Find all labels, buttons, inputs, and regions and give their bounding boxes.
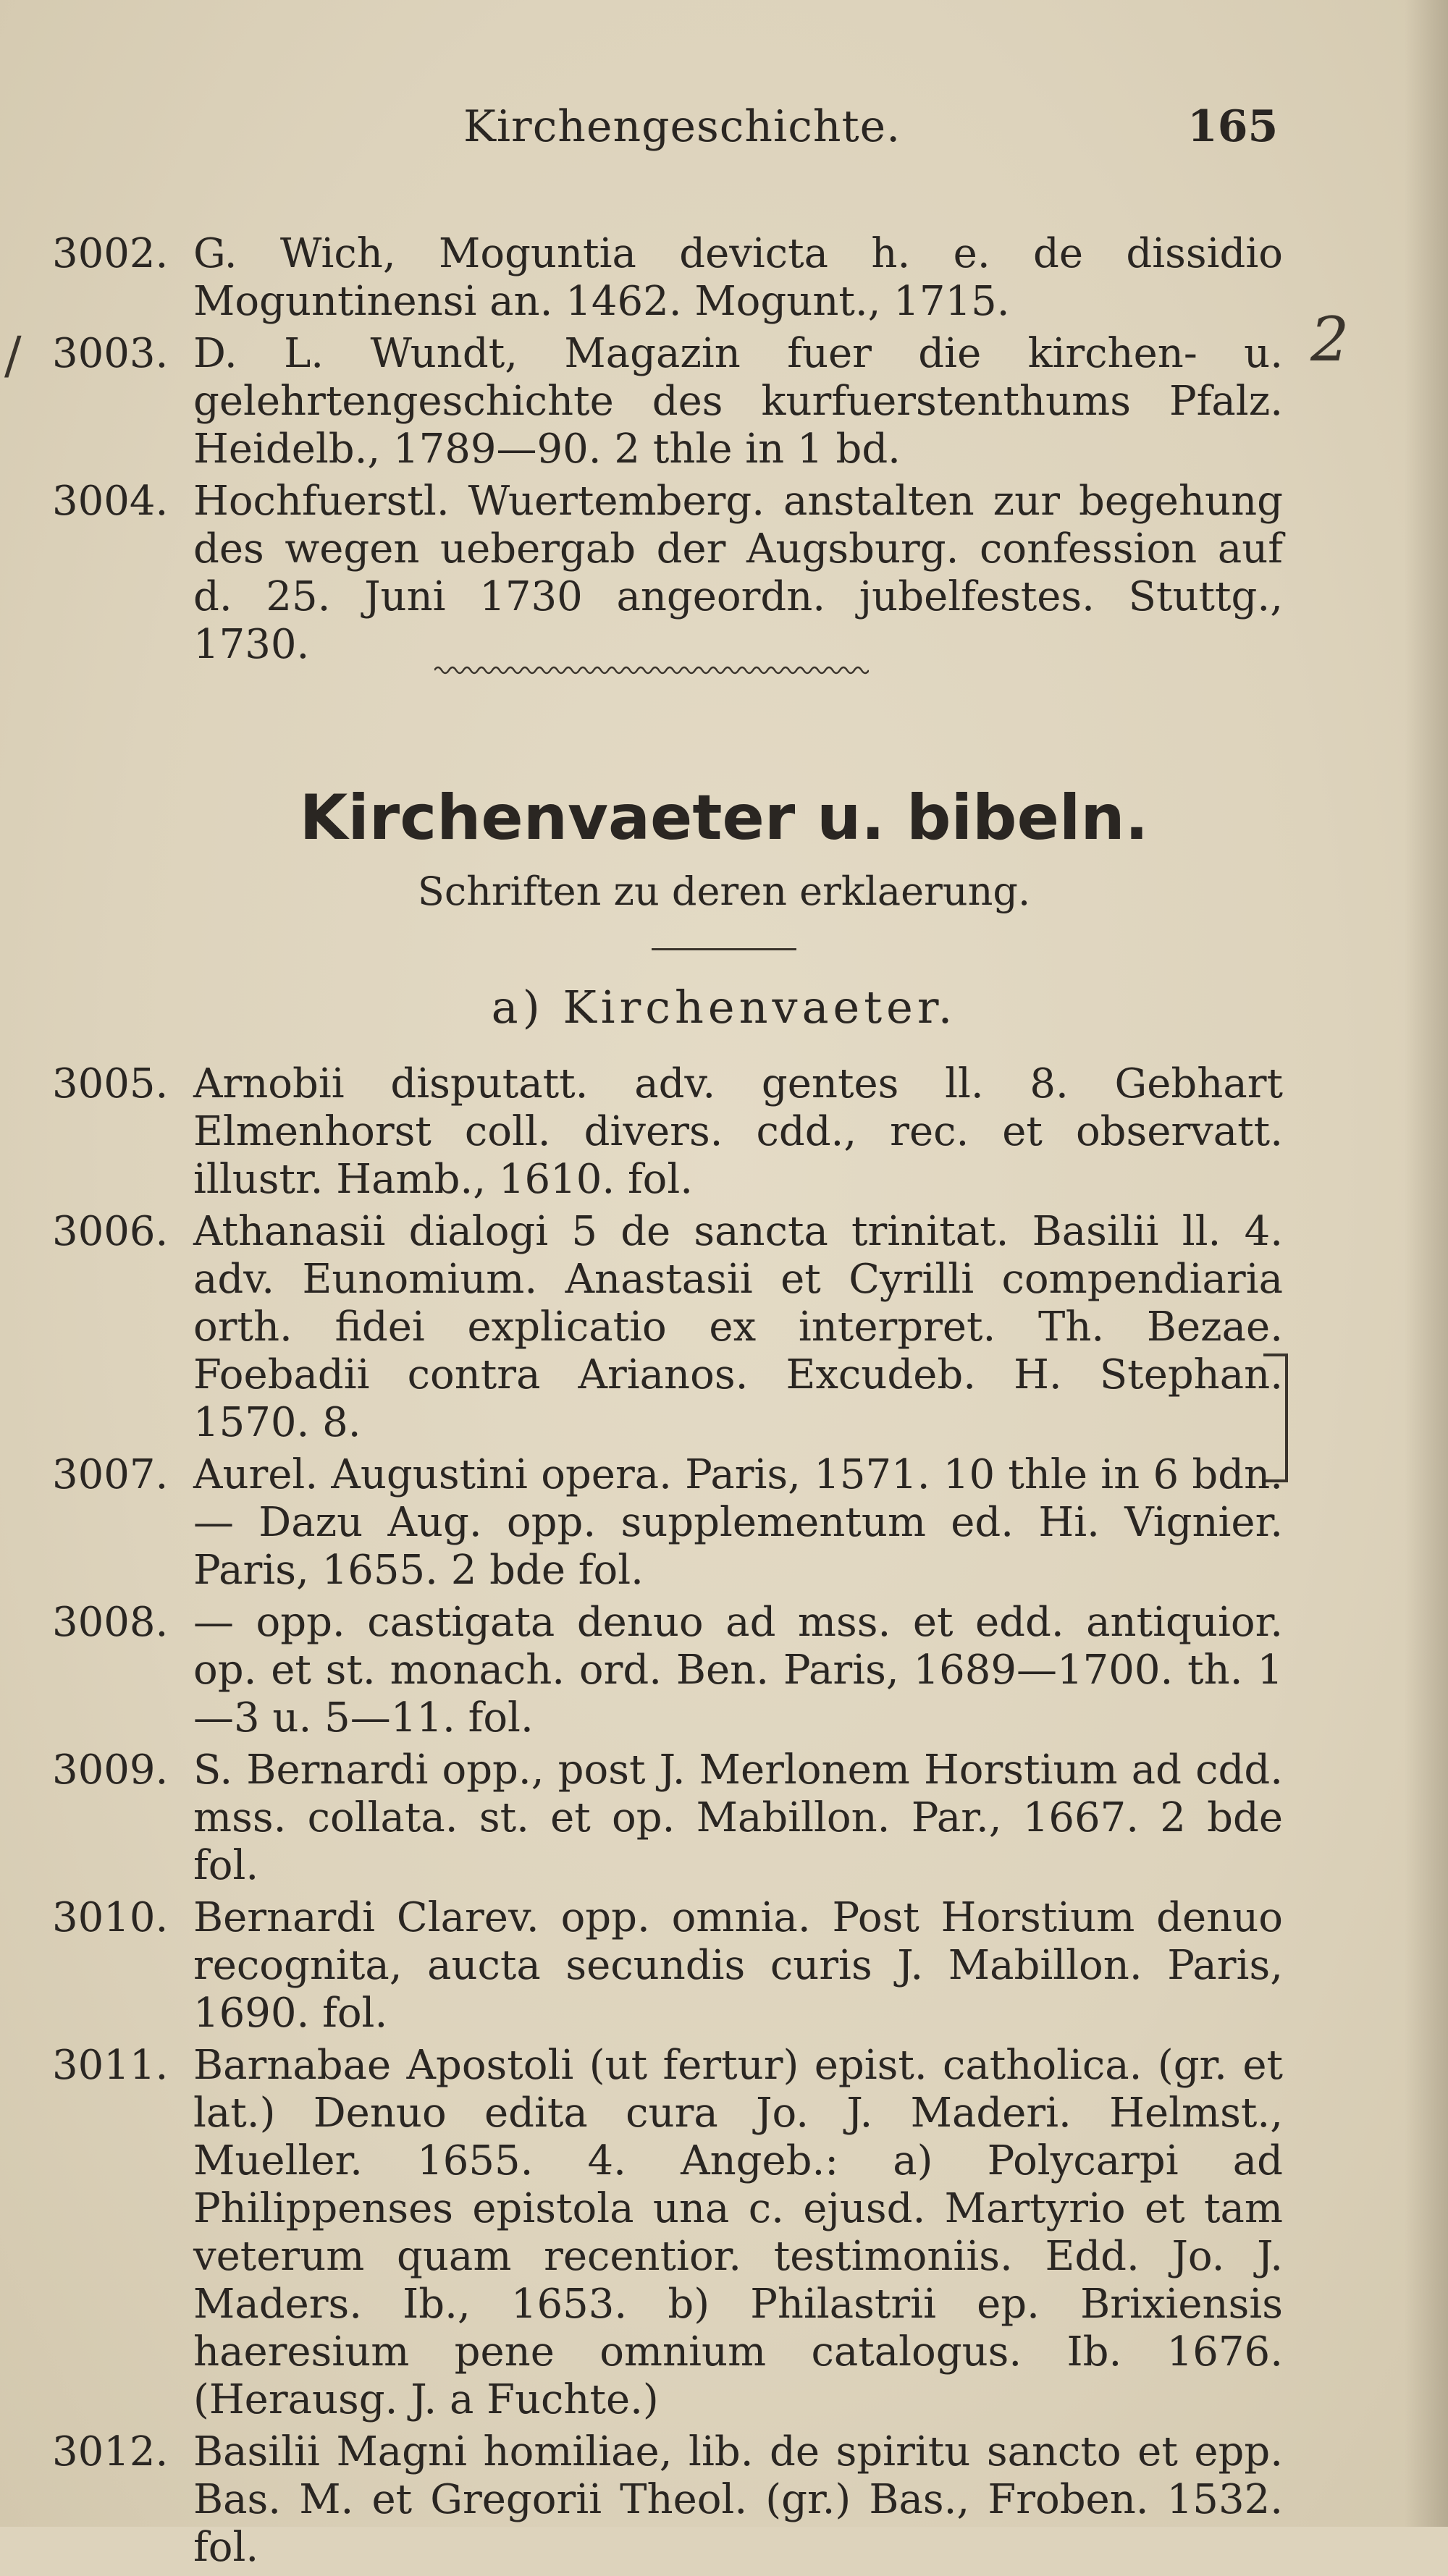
catalog-entry	[52, 1060, 1283, 1204]
entry-number: 3004.	[52, 478, 169, 525]
entry-number: 3003.	[52, 330, 169, 377]
entry-number: 3010.	[52, 1894, 169, 1941]
entry-text: Aurel. Augustini opera. Paris, 1571. 10 thle in 6 bdn. — Dazu Aug. opp. supplementum ed. Hi. Vignier. Paris, 1655. 2 bde fol.	[193, 1451, 1283, 1594]
entry-number: 3011.	[52, 2042, 169, 2089]
page-edge-shadow	[1405, 0, 1448, 2527]
handwritten-check-mark: /	[4, 326, 22, 385]
entry-text: — opp. castigata denuo ad mss. et edd. antiquior. op. et st. monach. ord. Ben. Paris, 1689—1700. th. 1—3 u. 5—11. fol.	[193, 1599, 1283, 1741]
entry-number: 3012.	[52, 2428, 169, 2475]
entry-number: 3007.	[52, 1451, 169, 1498]
entries-main	[52, 1060, 1283, 2576]
catalog-entry	[52, 1451, 1283, 1595]
entry-text: Barnabae Apostoli (ut fertur) epist. catholica. (gr. et lat.) Denuo edita cura Jo. J. Maderi. Helmst., Mueller. 1655. 4. Angeb.: a) Polycarpi ad Philippenses epistola una c. ejusd. Martyrio et tam veterum quam recentior. testimoniis. Edd. Jo. J. Maders. Ib., 1653. b) Philastrii ep. Brixiensis haeresium pene omnium catalogus. Ib. 1676. (Herausg. J. a Fuchte.)	[193, 2042, 1283, 2423]
entry-text: D. L. Wundt, Magazin fuer die kirchen- u. gelehrtengeschichte des kurfuerstenthums Pfalz. Heidelb., 1789—90. 2 thle in 1 bd.	[193, 330, 1283, 473]
entry-number: 3005.	[52, 1060, 169, 1107]
entry-text: Bernardi Clarev. opp. omnia. Post Horstium denuo recognita, aucta secundis curis J. Mabillon. Paris, 1690. fol.	[193, 1894, 1283, 2037]
entry-text: G. Wich, Moguntia devicta h. e. de dissidio Moguntinensi an. 1462. Mogunt., 1715.	[193, 230, 1283, 325]
entry-number: 3009.	[52, 1747, 169, 1794]
running-header	[0, 101, 1448, 159]
handwritten-margin-note: 2	[1310, 304, 1350, 375]
subsection-heading: a) Kirchenvaeter.	[491, 981, 957, 1034]
page-number: 165	[1187, 101, 1279, 152]
entry-text: Arnobii disputatt. adv. gentes ll. 8. Gebhart Elmenhorst coll. divers. cdd., rec. et observatt. illustr. Hamb., 1610. fol.	[193, 1060, 1283, 1203]
section-title: Kirchenvaeter u. bibeln.	[299, 782, 1149, 854]
catalog-entry	[52, 1747, 1283, 1890]
entry-number: 3006.	[52, 1208, 169, 1255]
short-rule-divider	[652, 948, 796, 950]
catalog-entry	[52, 1894, 1283, 2037]
catalog-entry	[52, 230, 1283, 326]
entry-text: Hochfuerstl. Wuertemberg. anstalten zur begehung des wegen uebergab der Augsburg. confession auf d. 25. Juni 1730 angeordn. jubelfestes. Stuttg., 1730.	[193, 478, 1283, 668]
header-title: Kirchengeschichte.	[463, 101, 901, 152]
wavy-divider	[434, 663, 869, 677]
entry-text: Basilii Magni homiliae, lib. de spiritu sancto et epp. Bas. M. et Gregorii Theol. (gr.) Bas., Froben. 1532. fol.	[193, 2428, 1283, 2571]
entry-text: Athanasii dialogi 5 de sancta trinitat. Basilii ll. 4. adv. Eunomium. Anastasii et Cyrilli compendiaria orth. fidei explicatio ex interpret. Th. Bezae. Foebadii contra Arianos. Excudeb. H. Stephan. 1570. 8.	[193, 1208, 1283, 1446]
catalog-entry	[52, 2042, 1283, 2424]
section-subtitle: Schriften zu deren erklaerung.	[417, 869, 1031, 914]
entry-number: 3008.	[52, 1599, 169, 1646]
entry-text: S. Bernardi opp., post J. Merlonem Horstium ad cdd. mss. collata. st. et op. Mabillon. Par., 1667. 2 bde fol.	[193, 1747, 1283, 1889]
catalog-entry	[52, 478, 1283, 669]
catalog-entry	[52, 1208, 1283, 1447]
entry-number: 3002.	[52, 230, 169, 277]
catalog-entry	[52, 1599, 1283, 1742]
entries-top	[52, 230, 1283, 673]
catalog-entry	[52, 2428, 1283, 2572]
catalog-entry	[52, 330, 1283, 473]
